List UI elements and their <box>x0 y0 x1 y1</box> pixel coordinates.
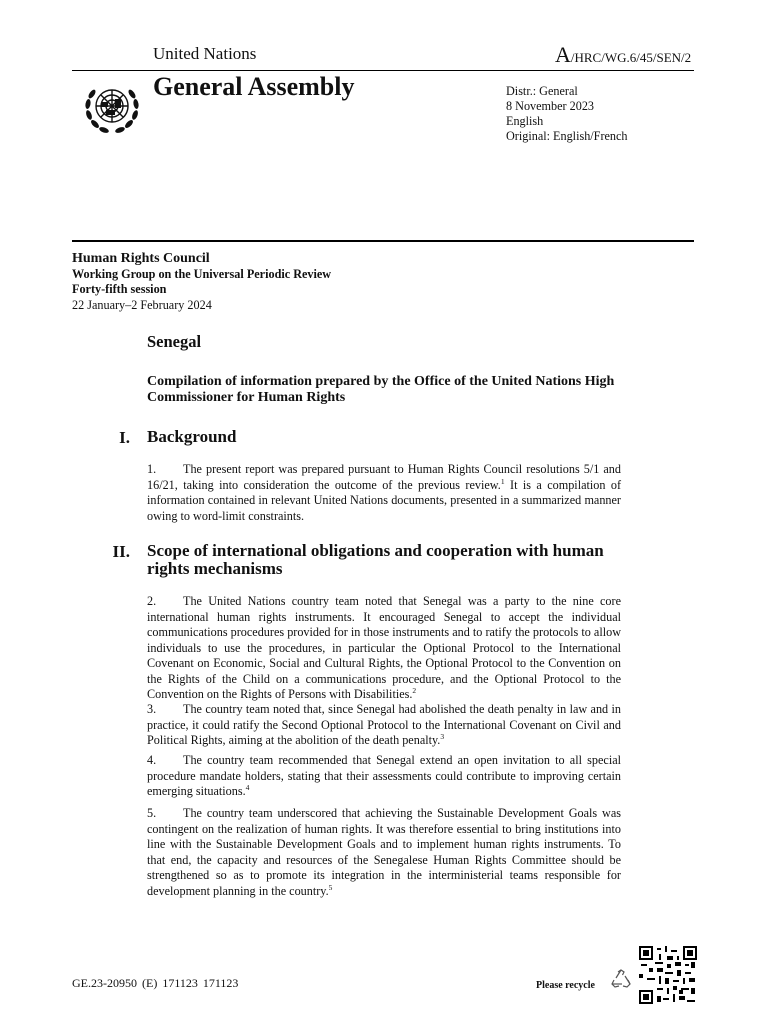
paragraph <box>147 594 621 703</box>
org-name: United Nations <box>153 44 257 63</box>
language: English <box>506 114 544 128</box>
session-dates: 22 January–2 February 2024 <box>72 297 212 312</box>
paragraph-number: 3. <box>147 702 157 716</box>
paragraph-text: The present report was prepared pursuant to Human Rights Council resolutions 5/1 and 16/21, taking into consideration the outcome of the previous review. <box>147 462 621 492</box>
footnote-ref[interactable]: 1 <box>500 476 505 486</box>
paragraph-text: The United Nations country team noted that Senegal was a party to the nine core international human rights instruments. It encouraged Senegal to accept the individual communications procedures provided for in those instruments and to ratify the protocols to allow individuals to use the procedures, in particular the Optional Protocol to the International Covenant on Economic, Social and Cultural Rights, the Optional Protocol to the Convention on the Rights of the Child on a communications procedure, and the Optional Protocol to the Convention on the Rights of Persons with Disabilities. <box>147 594 621 701</box>
title-rule <box>72 240 694 242</box>
working-group: Working Group on the Universal Periodic Review <box>72 266 332 281</box>
paragraph <box>147 753 621 800</box>
paragraph <box>147 806 621 899</box>
paragraph-number: 2. <box>147 594 157 608</box>
footnote-ref[interactable]: 2 <box>412 685 417 695</box>
meeting-block <box>72 251 331 313</box>
recycle-icon <box>610 968 632 990</box>
paragraph-text: It is a compilation of information contained in relevant United Nations documents, presented in a summarized manner owing to word-limit constraints. <box>147 477 622 523</box>
document-reference: GE.23-20950 (E) 171123 171123 <box>72 976 239 990</box>
section-number: I. <box>119 428 130 447</box>
qr-code-icon <box>639 946 697 1004</box>
section-title: Background <box>147 427 237 446</box>
footnote-ref[interactable]: 4 <box>245 782 250 792</box>
paragraph-text: The country team underscored that achieving the Sustainable Development Goals was contingent on the realization of human rights. It was therefore essential to bring institutions into line with the Sustainable Development Goals and to implement human rights instruments. To that end, the capacity and resources of the Senegalese Human Rights Committee should be strengthened so as to promote its integration in the interministerial teams responsible for development planning in the country. <box>147 806 621 898</box>
country-title: Senegal <box>147 332 202 351</box>
paragraph-number: 1. <box>147 462 157 476</box>
recycle-label: Please recycle <box>536 980 595 991</box>
distribution: Distr.: General <box>506 84 578 98</box>
report-subtitle: Compilation of information prepared by the Office of the United Nations High Commissioner for Human Rights <box>147 374 615 405</box>
document-symbol <box>555 42 691 68</box>
un-emblem-icon <box>78 72 146 140</box>
paragraph <box>147 462 621 524</box>
section-title: Scope of international obligations and cooperation with human rights mechanisms <box>147 541 604 578</box>
symbol-rest: /HRC/WG.6/45/SEN/2 <box>570 50 692 65</box>
body-name: General Assembly <box>153 72 355 101</box>
council-name: Human Rights Council <box>72 251 210 266</box>
paragraph-text: The country team noted that, since Senegal had abolished the death penalty in law and in practice, it could ratify the Second Optional Protocol to the International Covenant on Civil and Political Rights, aiming at the abolition of the death penalty. <box>147 702 621 747</box>
paragraph-number: 4. <box>147 753 157 767</box>
distribution-block <box>506 84 628 144</box>
footnote-ref[interactable]: 5 <box>328 882 333 892</box>
issue-date: 8 November 2023 <box>506 99 595 113</box>
paragraph-number: 5. <box>147 806 157 820</box>
footnote-ref[interactable]: 3 <box>440 731 445 741</box>
symbol-initial: A <box>555 42 571 67</box>
paragraph <box>147 702 621 749</box>
header-rule <box>72 70 694 71</box>
paragraph-text: The country team recommended that Senegal extend an open invitation to all special procedure mandate holders, stating that their assessments could contribute to improving certain emerging situations. <box>147 753 621 798</box>
session: Forty-fifth session <box>72 282 167 296</box>
section-number: II. <box>112 542 130 561</box>
original-language: Original: English/French <box>506 129 628 143</box>
